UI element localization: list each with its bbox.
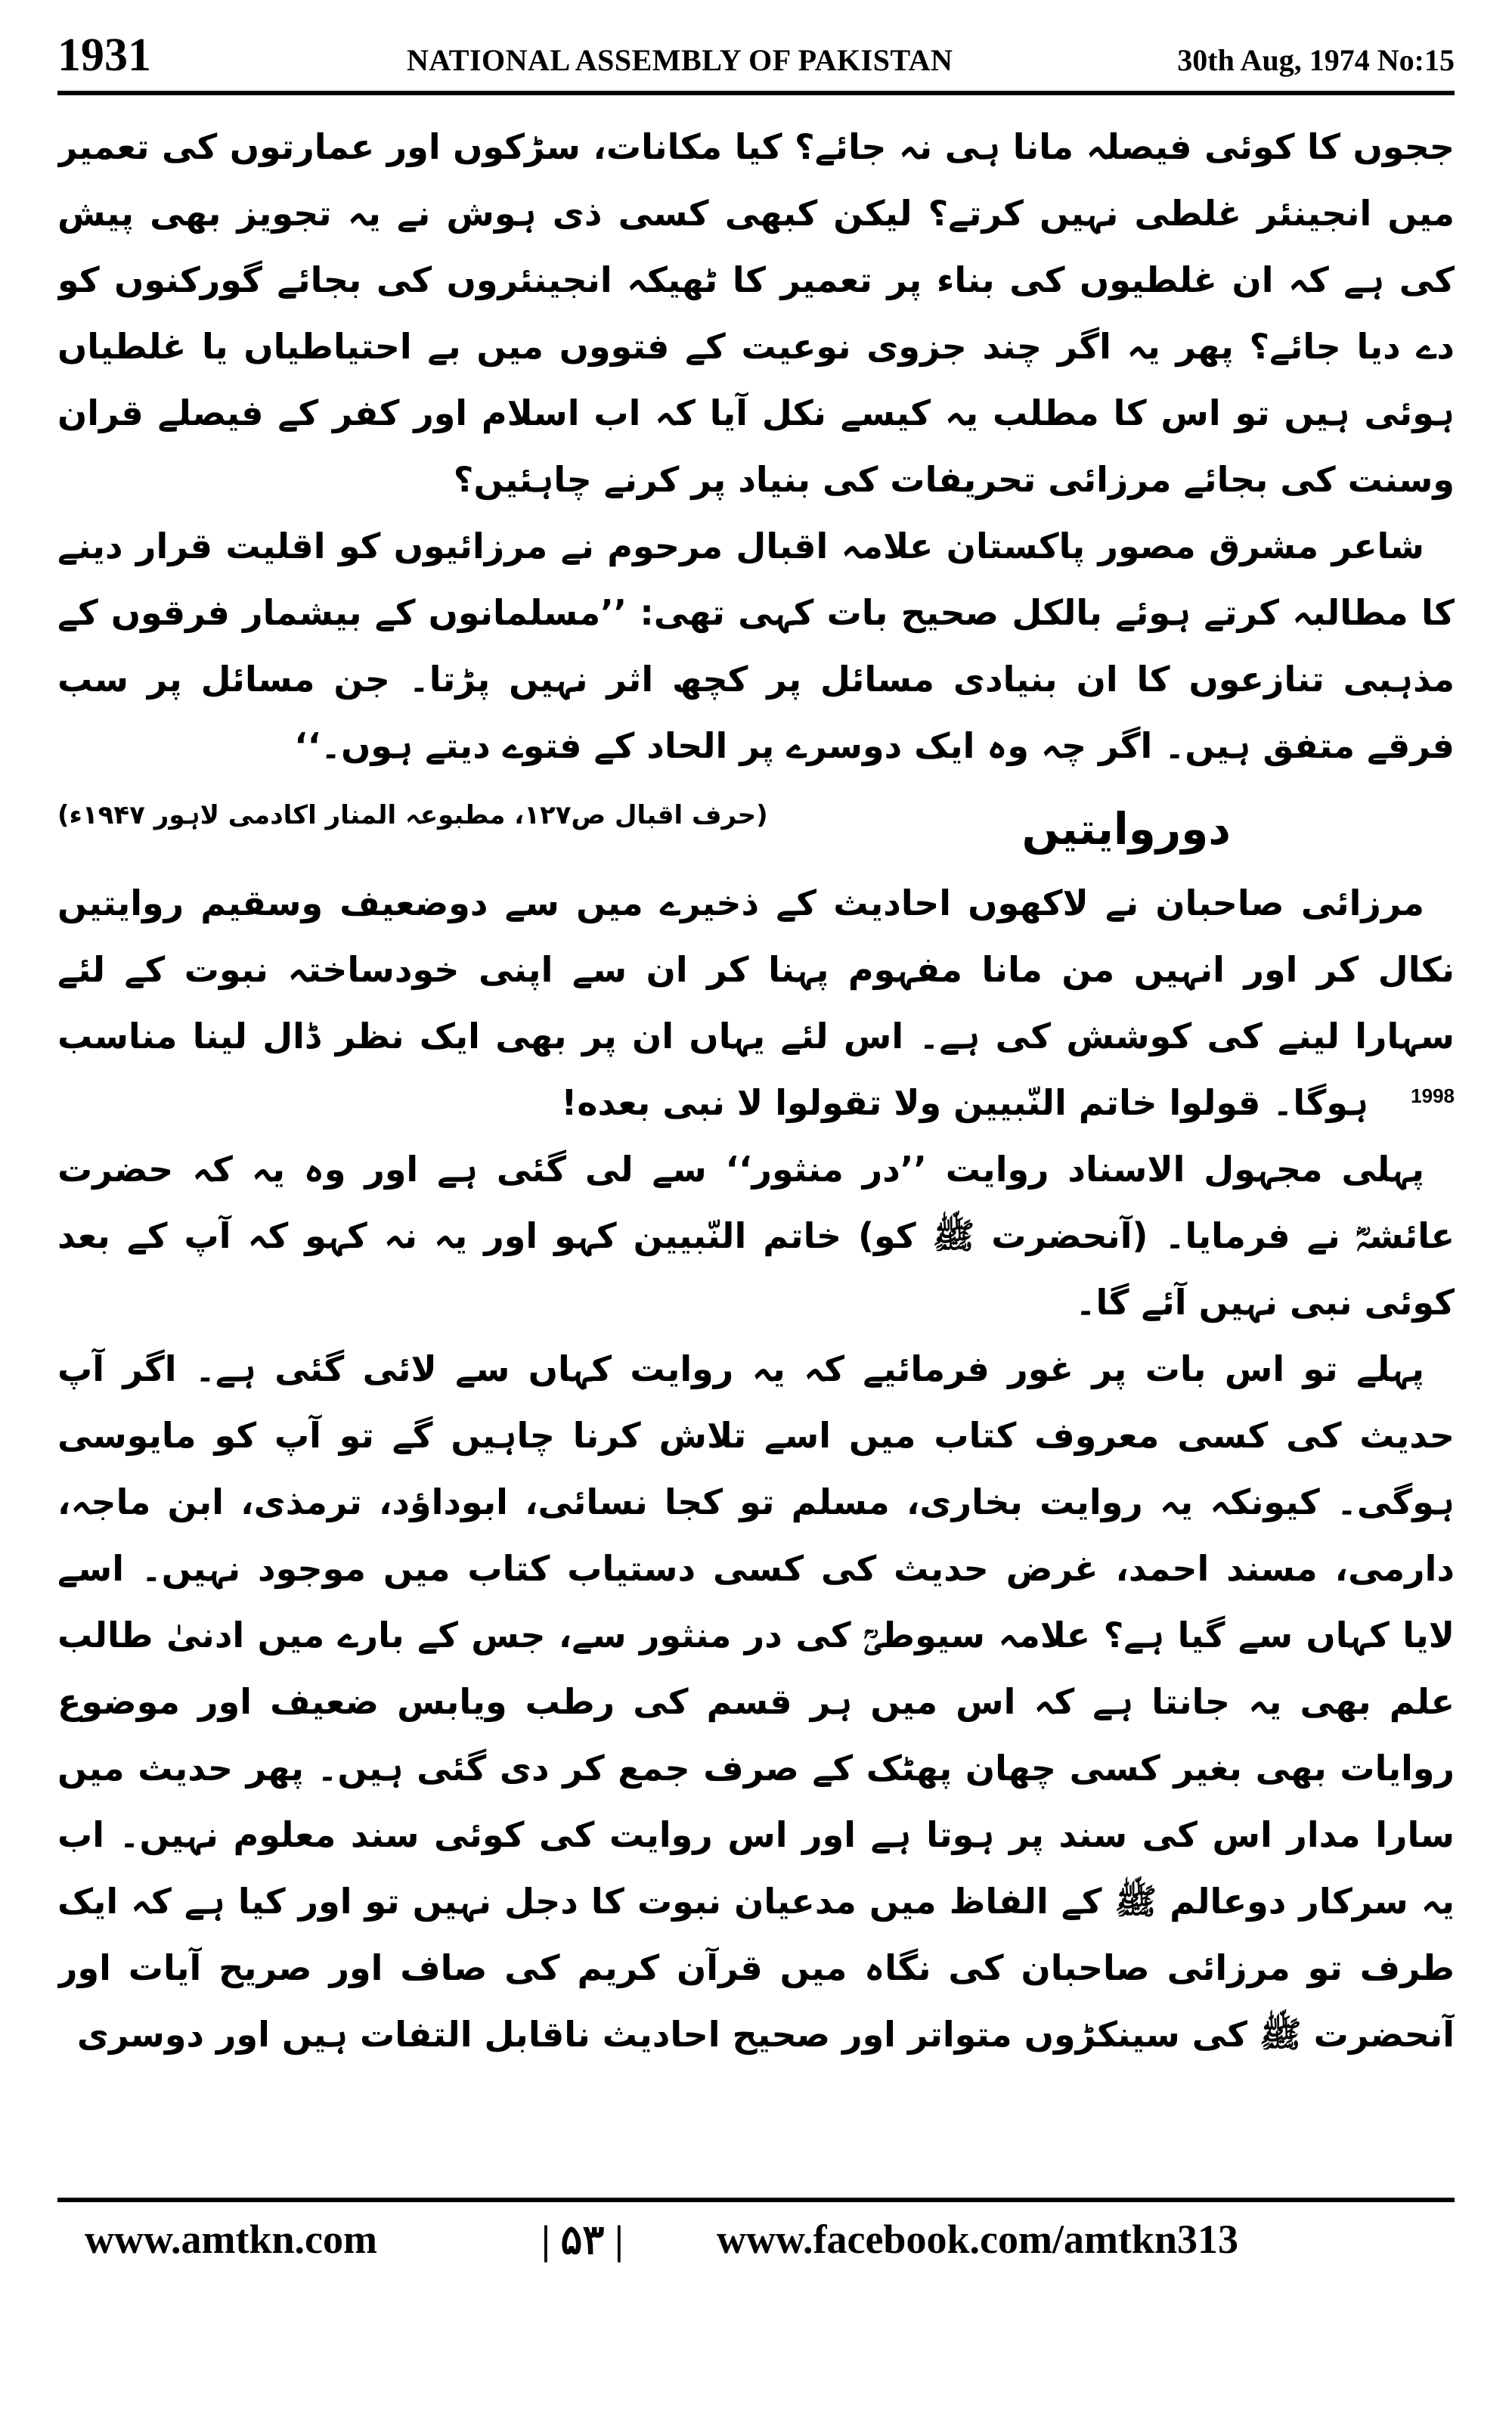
paragraph-4: پہلی مجہول الاسناد روایت ’’در منثور‘‘ سے لی گئی ہے اور وہ یہ کہ حضرت عائشہؓ نے فرمایا۔ (آنحضرت ﷺ کو) خاتم النّبیین کہو اور یہ نہ کہو کہ آپ کے بعد کوئی نبی نہیں آئے گا۔	[57, 1149, 1455, 1323]
page-footer	[57, 2216, 1455, 2276]
paragraph-3-text-a: مرزائی صاحبان نے لاکھوں احادیث کے ذخیرے میں سے دوضعیف وسقیم روایتیں نکال کر اور انہیں من مانا مفہوم پہنا کر ان سے اپنی خودساختہ نبوت کے لئے سہارا لینے کی کوشش کی ہے۔ اس لئے یہاں ان پر بھی ایک نظر ڈال لینا مناسب	[57, 883, 1455, 1056]
section-heading: دوروایتیں	[1021, 803, 1232, 855]
paragraph-5: پہلے تو اس بات پر غور فرمائیے کہ یہ روایت کہاں سے لائی گئی ہے۔ اگر آپ حدیث کی کسی معروف کتاب میں اسے تلاش کرنا چاہیں گے تو آپ کو مایوسی ہوگی۔ کیونکہ یہ روایت بخاری، مسلم تو کجا نسائی، ابوداؤد، ترمذی، ابن ماجہ، دارمی، مسند احمد، غرض حدیث کی کسی دستیاب کتاب میں موجود نہیں۔ اسے لایا کہاں سے گیا ہے؟ علامہ سیوطیؒ کی در منثور سے، جس کے بارے میں ادنیٰ طالب علم بھی یہ جانتا ہے کہ اس میں ہر قسم کی رطب ویابس ضعیف اور موضوع روایات بھی بغیر کسی چھان پھٹک کے صرف جمع کر دی گئی ہیں۔ پھر حدیث میں سارا مدار اس کی سند پر ہوتا ہے اور اس روایت کی کوئی سند معلوم نہیں۔ اب یہ سرکار دوعالم ﷺ کے الفاظ میں مدعیان نبوت کا دجل نہیں تو اور کیا ہے کہ ایک طرف تو مرزائی صاحبان کی نگاہ میں قرآن کریم کی صاف اور صریح آیات اور آنحضرت ﷺ کی سینکڑوں متواتر اور صحیح احادیث ناقابل التفات ہیں اور دوسری	[57, 1348, 1455, 2055]
footer-rule	[57, 2198, 1455, 2202]
header-date: 30th Aug, 1974 No:15	[1177, 43, 1455, 77]
paragraph-3: مرزائی صاحبان نے لاکھوں احادیث کے ذخیرے میں سے دوضعیف وسقیم روایتیں نکال کر اور انہیں من مانا مفہوم پہنا کر ان سے اپنی خودساختہ نبوت کے لئے سہارا لینے کی کوشش کی ہے۔ اس لئے یہاں ان پر بھی ایک نظر ڈال لینا مناسب 1998 ہوگا۔ قولوا خاتم النّبیین ولا تقولوا لا نبی بعده!	[57, 883, 1455, 1123]
footer-facebook-link[interactable]: www.facebook.com/amtkn313	[717, 2217, 1238, 2262]
page-number: 1931	[57, 29, 151, 81]
citation: (حرف اقبال ص۱۲۷، مطبوعہ المنار اکادمی لاہور ۱۹۴۷ء)	[57, 800, 768, 830]
paragraph-3-text-b: ہوگا۔ قولوا خاتم النّبیین ولا تقولوا لا نبی بعده!	[561, 1082, 1369, 1123]
paragraph-1: ججوں کا کوئی فیصلہ مانا ہی نہ جائے؟ کیا مکانات، سڑکوں اور عمارتوں کی تعمیر میں انجینئر غلطی نہیں کرتے؟ لیکن کبھی کسی ذی ہوش نے یہ تجویز بھی پیش کی ہے کہ ان غلطیوں کی بناء پر تعمیر کا ٹھیکہ انجینئروں کی بجائے گورکنوں کو دے دیا جائے؟ پھر یہ اگر چند جزوی نوعیت کے فتووں میں بے احتیاطیاں یا غلطیاں ہوئی ہیں تو اس کا مطلب یہ کیسے نکل آیا کہ اب اسلام اور کفر کے فیصلے قران وسنت کی بجائے مرزائی تحریفات کی بنیاد پر کرنے چاہئیں؟	[57, 126, 1455, 500]
header-rule	[57, 91, 1455, 95]
footer-page-marker: | ۵۳ |	[541, 2217, 624, 2263]
page-body	[57, 113, 1455, 2176]
header-title: NATIONAL ASSEMBLY OF PAKISTAN	[407, 43, 953, 77]
paragraph-2-text: شاعر مشرق مصور پاکستان علامہ اقبال مرحوم نے مرزائیوں کو اقلیت قرار دینے کا مطالبہ کرتے ہوئے بالکل صحیح بات کہی تھی: ’’مسلمانوں کے بیشمار فرقوں کے مذہبی تنازعوں کا ان بنیادی مسائل پر کچھ اثر نہیں پڑتا۔ جن مسائل پر سب فرقے متفق ہیں۔ اگر چہ وہ ایک دوسرے پر الحاد کے فتوے دیتے ہوں۔‘‘	[57, 526, 1455, 766]
footer-website-link[interactable]: www.amtkn.com	[85, 2217, 377, 2262]
page-header	[57, 29, 1455, 91]
